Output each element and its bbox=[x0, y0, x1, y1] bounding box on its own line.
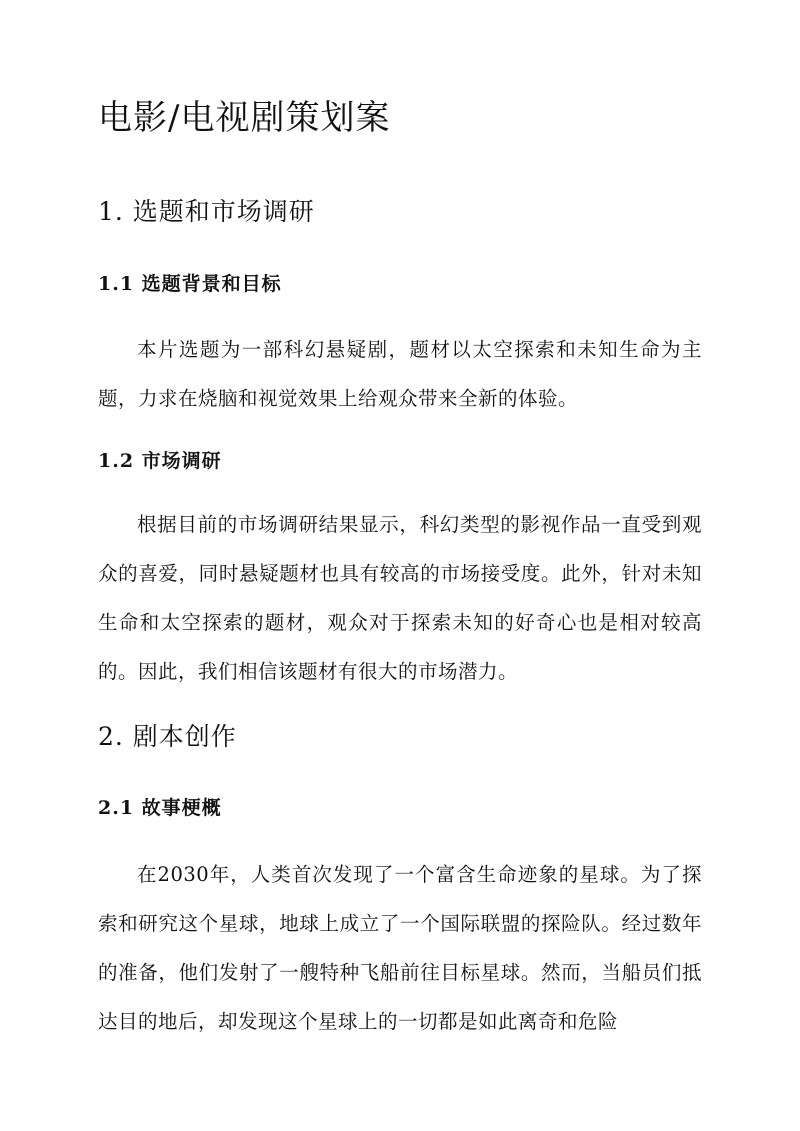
section-heading-1: 1. 选题和市场调研 bbox=[98, 197, 315, 226]
paragraph-1-2: 根据目前的市场调研结果显示，科幻类型的影视作品一直受到观众的喜爱，同时悬疑题材也具有较高的市场接受度。此外，针对未知生命和太空探索的题材，观众对于探索未知的好奇心也是相对较高的。因此，我们相信该题材有很大的市场潜力。 bbox=[98, 513, 702, 683]
subsection-heading-1-2: 1.2 市场调研 bbox=[98, 450, 222, 472]
section-heading-2: 2. 剧本创作 bbox=[98, 722, 237, 751]
subsection-heading-2-1: 2.1 故事梗概 bbox=[98, 797, 222, 819]
paragraph-2-1: 在2030年，人类首次发现了一个富含生命迹象的星球。为了探索和研究这个星球，地球上成立了一个国际联盟的探险队。经过数年的准备，他们发射了一艘特种飞船前往目标星球。然而，当船员们抵达目的地后，却发现这个星球上的一切都是如此离奇和危险 bbox=[98, 863, 702, 1033]
subsection-heading-1-1: 1.1 选题背景和目标 bbox=[98, 273, 282, 295]
paragraph-1-1: 本片选题为一部科幻悬疑剧，题材以太空探索和未知生命为主题，力求在烧脑和视觉效果上给观众带来全新的体验。 bbox=[98, 338, 702, 410]
document-title: 电影/电视剧策划案 bbox=[98, 98, 391, 138]
